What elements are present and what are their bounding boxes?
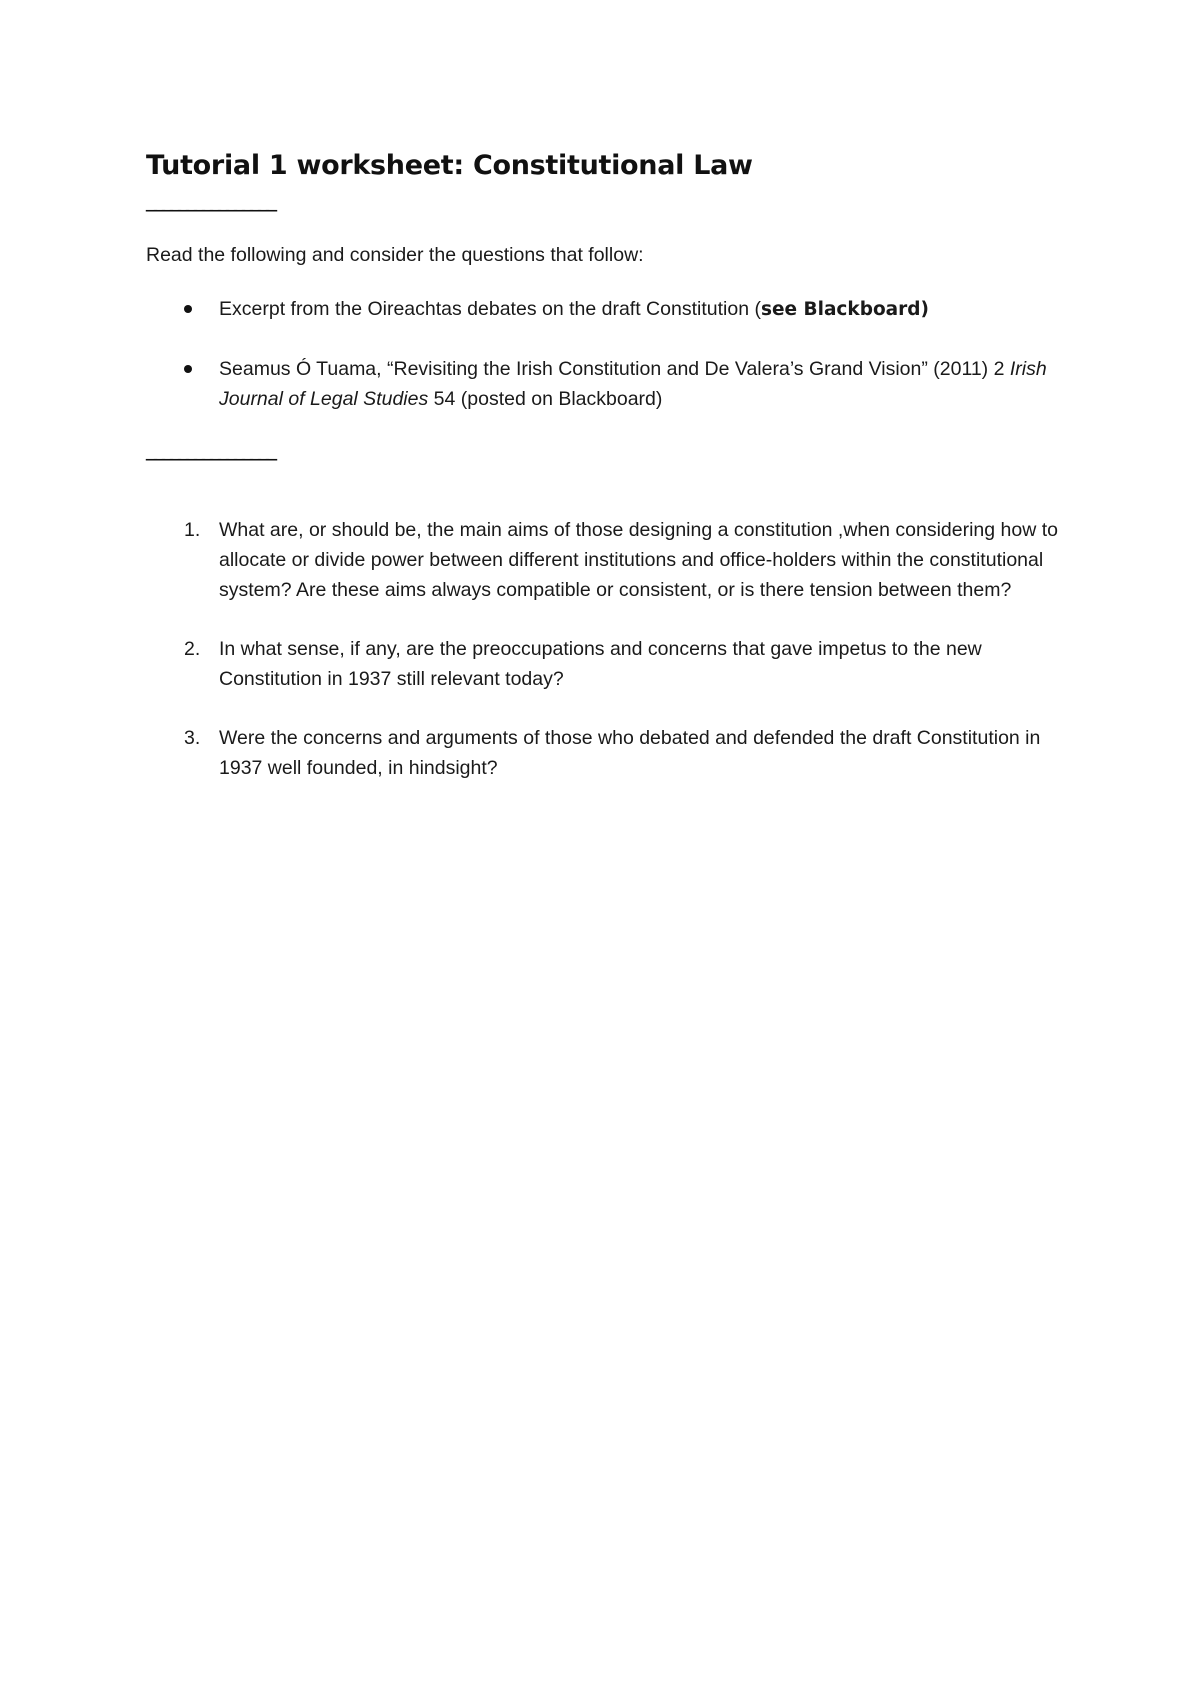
document-body	[146, 146, 1086, 812]
question-number: 1.	[184, 519, 201, 541]
question-text: What are, or should be, the main aims of those designing a constitution ,when considering how to allocate or divide power between different institutions and office-holders within the constitutional system? Are these aims always compatible or consistent, or is there tension between them?	[219, 519, 1058, 601]
question-text: Were the concerns and arguments of those who debated and defended the draft Constitution in 1937 well founded, in hindsight?	[219, 727, 1041, 779]
page-title: Tutorial 1 worksheet: Constitutional Law	[146, 150, 753, 181]
question-number: 3.	[184, 727, 201, 749]
question-item	[146, 515, 1079, 605]
reading-list	[146, 294, 1086, 414]
intro-text: Read the following and consider the questions that follow:	[146, 244, 644, 266]
reading-text: Seamus Ó Tuama, “Revisiting the Irish Constitution and De Valera’s Grand Vision” (2011) 2	[219, 358, 1010, 380]
question-list	[146, 515, 1086, 783]
question-text: In what sense, if any, are the preoccupations and concerns that gave impetus to the new Constitution in 1937 still relevant today?	[219, 638, 982, 690]
bullet-icon	[184, 365, 192, 373]
divider-top: ________________	[146, 187, 274, 212]
divider-bottom: ________________	[146, 436, 274, 461]
journal-title: Irish Journal of Legal Studies	[219, 358, 1047, 410]
reading-bold-text: see Blackboard)	[760, 299, 929, 320]
question-item	[146, 634, 1079, 694]
question-number: 2.	[184, 638, 201, 660]
question-item	[146, 723, 1079, 783]
reading-text-after: 54 (posted on Blackboard)	[428, 388, 663, 410]
bullet-icon	[184, 305, 192, 313]
reading-item	[146, 354, 1086, 414]
reading-text: Excerpt from the Oireachtas debates on the draft Constitution (	[219, 298, 761, 320]
reading-item	[146, 294, 1086, 325]
